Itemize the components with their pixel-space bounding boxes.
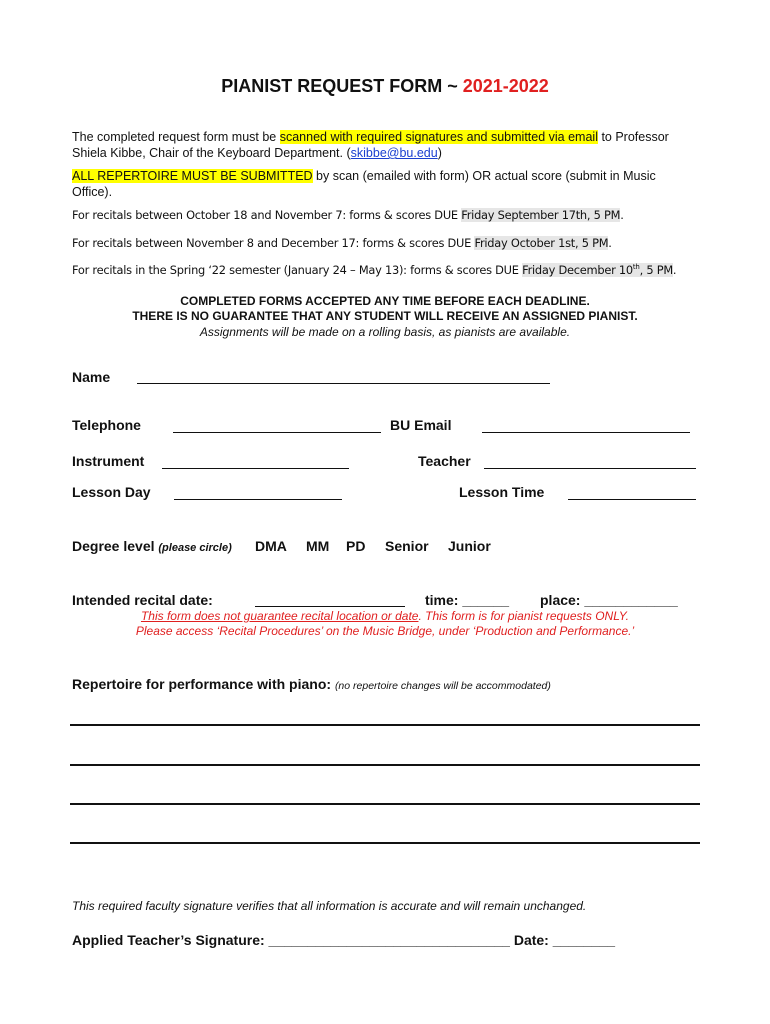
deadline-1-end: . xyxy=(620,208,624,222)
recital-date-field[interactable] xyxy=(255,606,405,607)
repertoire-line-1[interactable] xyxy=(70,724,700,726)
deadline-2 xyxy=(72,236,612,250)
repertoire-label: Repertoire for performance with piano: xyxy=(72,676,335,692)
notice-accepted: COMPLETED FORMS ACCEPTED ANY TIME BEFORE EACH DEADLINE. xyxy=(180,294,590,308)
name-field[interactable] xyxy=(137,383,550,384)
signature-row xyxy=(72,932,615,948)
instrument-label: Instrument xyxy=(72,453,145,469)
email-link[interactable]: skibbe@bu.edu xyxy=(350,146,438,160)
deadline-2-end: . xyxy=(608,236,612,250)
bu-email-label: BU Email xyxy=(390,417,452,433)
lesson-day-label: Lesson Day xyxy=(72,484,151,500)
intro-highlight: scanned with required signatures and submitted via email xyxy=(279,130,598,144)
repertoire-line-2[interactable] xyxy=(70,764,700,766)
signature-verification-note: This required faculty signature verifies that all information is accurate and will remain unchanged. xyxy=(72,899,587,913)
deadline-1-text: For recitals between October 18 and November 7: forms & scores DUE xyxy=(72,208,462,222)
intro-text-b: to Professor xyxy=(597,130,669,144)
deadline-3-due-a: Friday December 10 xyxy=(522,263,633,277)
lesson-time-field[interactable] xyxy=(568,499,696,500)
repertoire-heading xyxy=(72,676,551,694)
degree-option-mm[interactable]: MM xyxy=(306,538,330,554)
teacher-field[interactable] xyxy=(484,468,696,469)
degree-option-junior[interactable]: Junior xyxy=(448,538,491,554)
name-label: Name xyxy=(72,369,111,385)
recital-note-line2: Please access ‘Recital Procedures’ on the Music Bridge, under ‘Production and Performance.’ xyxy=(135,624,635,638)
degree-level-row xyxy=(72,538,232,556)
deadline-2-text: For recitals between November 8 and December 17: forms & scores DUE xyxy=(72,236,475,250)
title-text: PIANIST REQUEST FORM ~ xyxy=(221,76,463,96)
repertoire-note-b: Office). xyxy=(72,185,113,199)
intro-text-a: The completed request form must be xyxy=(72,130,280,144)
repertoire-note: (no repertoire changes will be accommodated) xyxy=(334,680,551,692)
deadline-3 xyxy=(72,263,676,277)
degree-option-senior[interactable]: Senior xyxy=(385,538,429,554)
degree-option-pd[interactable]: PD xyxy=(346,538,366,554)
intro-paragraph xyxy=(72,129,712,161)
please-circle-note: (please circle) xyxy=(158,542,232,554)
recital-place-field[interactable]: place: ____________ xyxy=(540,592,678,608)
instrument-field[interactable] xyxy=(162,468,349,469)
notice-rolling: Assignments will be made on a rolling basis, as pianists are available. xyxy=(199,325,571,339)
repertoire-line-4[interactable] xyxy=(70,842,700,844)
bu-email-field[interactable] xyxy=(482,432,690,433)
deadline-3-end: . xyxy=(672,263,677,277)
deadline-2-due: Friday October 1st, 5 PM xyxy=(474,236,609,250)
recital-date-label: Intended recital date: xyxy=(72,592,213,608)
repertoire-notice xyxy=(72,168,712,200)
degree-option-dma[interactable]: DMA xyxy=(255,538,287,554)
recital-note-underlined: This form does not guarantee recital location or date xyxy=(140,609,419,623)
lesson-day-field[interactable] xyxy=(174,499,342,500)
deadline-3-due-b: , 5 PM xyxy=(639,263,673,277)
intro-text-d: ) xyxy=(437,146,442,160)
signature-date-field[interactable]: Date: ________ xyxy=(509,932,616,948)
lesson-time-label: Lesson Time xyxy=(459,484,545,500)
recital-time-field[interactable]: time: ______ xyxy=(425,592,510,608)
deadline-3-due-sup: th xyxy=(632,263,640,272)
page-title xyxy=(0,76,770,97)
degree-level-label: Degree level xyxy=(72,538,159,554)
telephone-field[interactable] xyxy=(173,432,381,433)
telephone-label: Telephone xyxy=(72,417,141,433)
repertoire-highlight: ALL REPERTOIRE MUST BE SUBMITTED xyxy=(72,169,313,183)
deadline-3-due xyxy=(522,263,673,277)
intro-text-c: Shiela Kibbe, Chair of the Keyboard Department. ( xyxy=(72,146,351,160)
deadline-3-text: For recitals in the Spring ‘22 semester (January 24 – May 13): forms & scores DUE xyxy=(72,263,523,277)
recital-note-line1 xyxy=(0,609,770,624)
deadline-1-due: Friday September 17th, 5 PM xyxy=(461,208,621,222)
recital-note-rest: . This form is for pianist requests ONLY. xyxy=(418,609,630,623)
repertoire-note-a: by scan (emailed with form) OR actual score (submit in Music xyxy=(312,169,656,183)
deadline-1 xyxy=(72,208,624,222)
teacher-signature-field[interactable]: Applied Teacher’s Signature: _______________________________ xyxy=(72,932,510,948)
notice-no-guarantee: THERE IS NO GUARANTEE THAT ANY STUDENT WILL RECEIVE AN ASSIGNED PIANIST. xyxy=(132,309,638,323)
teacher-label: Teacher xyxy=(418,453,471,469)
title-year: 2021-2022 xyxy=(462,76,549,96)
repertoire-line-3[interactable] xyxy=(70,803,700,805)
